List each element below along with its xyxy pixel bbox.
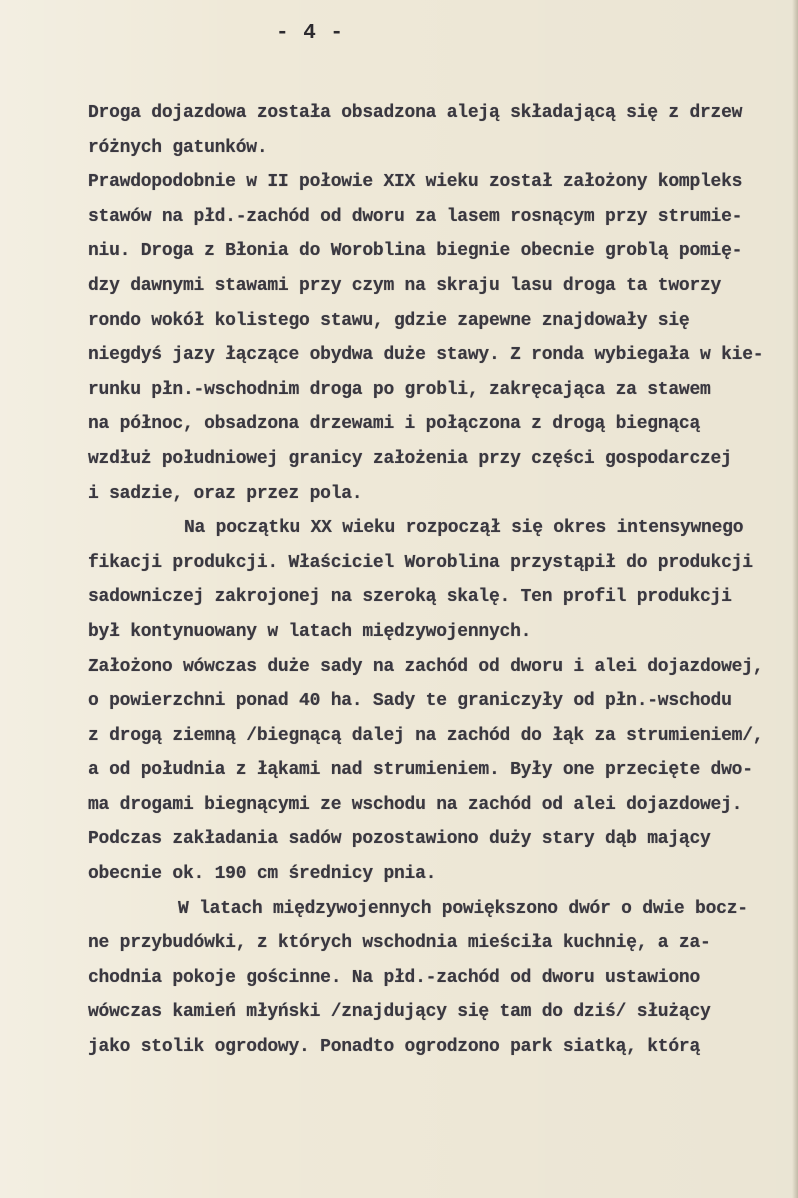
text-line: był kontynuowany w latach międzywojennych. [88, 621, 532, 642]
text-line: o powierzchni ponad 40 ha. Sady te graniczyły od płn.-wschodu [88, 691, 732, 712]
text-line: sadowniczej zakrojonej na szeroką skalę. Ten profil produkcji [88, 587, 732, 608]
body-text [88, 96, 768, 1065]
text-line: niu. Droga z Błonia do Woroblina biegnie obecnie groblą pomię- [88, 241, 743, 262]
text-line: na północ, obsadzona drzewami i połączona z drogą biegnącą [88, 414, 701, 435]
text-line: ne przybudówki, z których wschodnia mieściła kuchnię, a za- [88, 933, 711, 954]
text-line: jako stolik ogrodowy. Ponadto ogrodzono park siatką, którą [88, 1037, 701, 1058]
text-line: rondo wokół kolistego stawu, gdzie zapewne znajdowały się [88, 310, 690, 331]
text-line: wzdłuż południowej granicy założenia przy części gospodarczej [88, 448, 732, 469]
text-line: Prawdopodobnie w II połowie XIX wieku został założony kompleks [88, 172, 743, 193]
text-line: różnych gatunków. [88, 137, 268, 158]
page-number: - 4 - [276, 22, 345, 45]
text-line: obecnie ok. 190 cm średnicy pnia. [88, 864, 437, 885]
page-edge-shadow [792, 0, 798, 1198]
text-line: niegdyś jazy łączące obydwa duże stawy. Z ronda wybiegała w kie- [88, 345, 764, 366]
text-line: z drogą ziemną /biegnącą dalej na zachód do łąk za strumieniem/, [88, 725, 764, 746]
text-line: Na początku XX wieku rozpoczął się okres intensywnego [184, 518, 744, 539]
text-line: dzy dawnymi stawami przy czym na skraju lasu droga ta tworzy [88, 275, 722, 296]
text-line: stawów na płd.-zachód od dworu za lasem rosnącym przy strumie- [88, 206, 743, 227]
text-line: W latach międzywojennych powiększono dwór o dwie bocz- [178, 898, 748, 919]
text-line: runku płn.-wschodnim droga po grobli, zakręcająca za stawem [88, 379, 711, 400]
text-line: Droga dojazdowa została obsadzona aleją składającą się z drzew [88, 103, 743, 123]
text-line: a od południa z łąkami nad strumieniem. Były one przecięte dwo- [88, 760, 753, 781]
text-line: Założono wówczas duże sady na zachód od dworu i alei dojazdowej, [88, 656, 764, 677]
text-line: fikacji produkcji. Właściciel Woroblina przystąpił do produkcji [88, 552, 753, 573]
text-line: wówczas kamień młyński /znajdujący się tam do dziś/ służący [88, 1002, 711, 1023]
text-line: chodnia pokoje gościnne. Na płd.-zachód od dworu ustawiono [88, 967, 701, 988]
text-line: Podczas zakładania sadów pozostawiono duży stary dąb mający [88, 829, 711, 850]
text-line: ma drogami biegnącymi ze wschodu na zachód od alei dojazdowej. [88, 794, 743, 815]
text-line: i sadzie, oraz przez pola. [88, 483, 363, 504]
